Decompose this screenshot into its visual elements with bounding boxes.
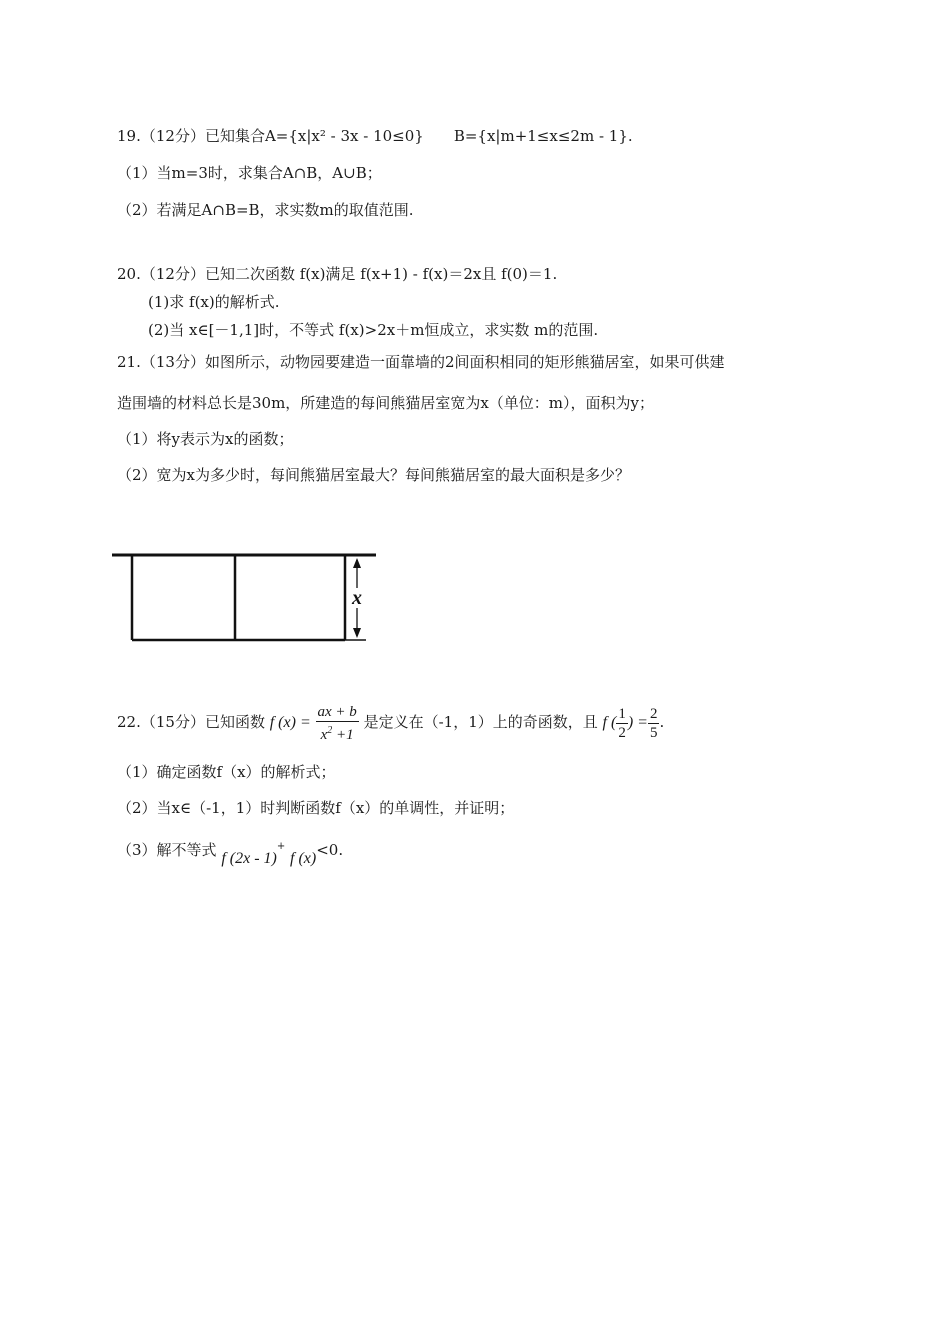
dimension-label-x: x (352, 587, 362, 609)
q22-cond-mid: ) = (627, 714, 648, 731)
q22-part3-prefix: （3）解不等式 (117, 841, 217, 859)
panda-enclosure-diagram (112, 548, 382, 648)
q22-part1: （1）确定函数f（x）的解析式； (117, 763, 336, 781)
q22-part3-math2: f (x) (290, 850, 317, 867)
dimension-arrow-top (353, 558, 361, 568)
q21-part2: （2）宽为x为多少时，每间熊猫居室最大？每间熊猫居室的最大面积是多少？ (117, 466, 631, 484)
q20-part2: (2)当 x∈[－1,1]时，不等式 f(x)>2x＋m恒成立，求实数 m的范围. (148, 321, 599, 339)
q22-prefix: 22.（15分）已知函数 (117, 713, 265, 731)
q21-part1: （1）将y表示为x的函数； (117, 430, 294, 448)
q22-part3-plus: + (276, 841, 286, 852)
q20-title: 20.（12分）已知二次函数 f(x)满足 f(x+1) - f(x)＝2x且 f(0)＝1. (117, 265, 558, 283)
q21-title-cont: 造围墙的材料总长是30m，所建造的每间熊猫居室宽为x（单位：m），面积为y； (117, 394, 654, 412)
q19-part1: （1）当m=3时，求集合A∩B，A∪B； (117, 164, 382, 182)
q22-part3-math1: f (2x - 1) (221, 850, 277, 867)
q22-end: . (659, 713, 665, 731)
q19-title: 19.（12分）已知集合A={x|x² - 3x - 10≤0} B={x|m+1≤x≤2m - 1}. (117, 127, 633, 145)
q22-title (117, 702, 664, 742)
q22-value-fraction: $\frac{2}{5}$ (649, 705, 658, 741)
q19-part2: （2）若满足A∩B=B，求实数m的取值范围. (117, 201, 414, 219)
q22-frac-numerator: ax + b (317, 703, 357, 720)
q22-half-fraction: $\frac{1}{2}$ (618, 705, 626, 741)
q22-part3 (117, 833, 343, 865)
q22-func-lhs: f (x) = (269, 714, 311, 731)
q22-part3-suffix: <0. (316, 841, 344, 859)
q22-frac-denominator: $x^2 +1$ (320, 724, 354, 743)
q22-middle: 是定义在（-1，1）上的奇函数，且 (363, 713, 598, 731)
q20-part1: (1)求 f(x)的解析式. (148, 293, 280, 311)
q22-fraction (316, 703, 359, 744)
q22-cond-lhs: f ( (602, 714, 617, 731)
dimension-arrow-bottom (353, 628, 361, 638)
q22-part2: （2）当x∈（-1，1）时判断函数f（x）的单调性，并证明； (117, 799, 515, 817)
q21-title: 21.（13分）如图所示，动物园要建造一面靠墙的2间面积相同的矩形熊猫居室，如果可供建 (117, 353, 725, 371)
